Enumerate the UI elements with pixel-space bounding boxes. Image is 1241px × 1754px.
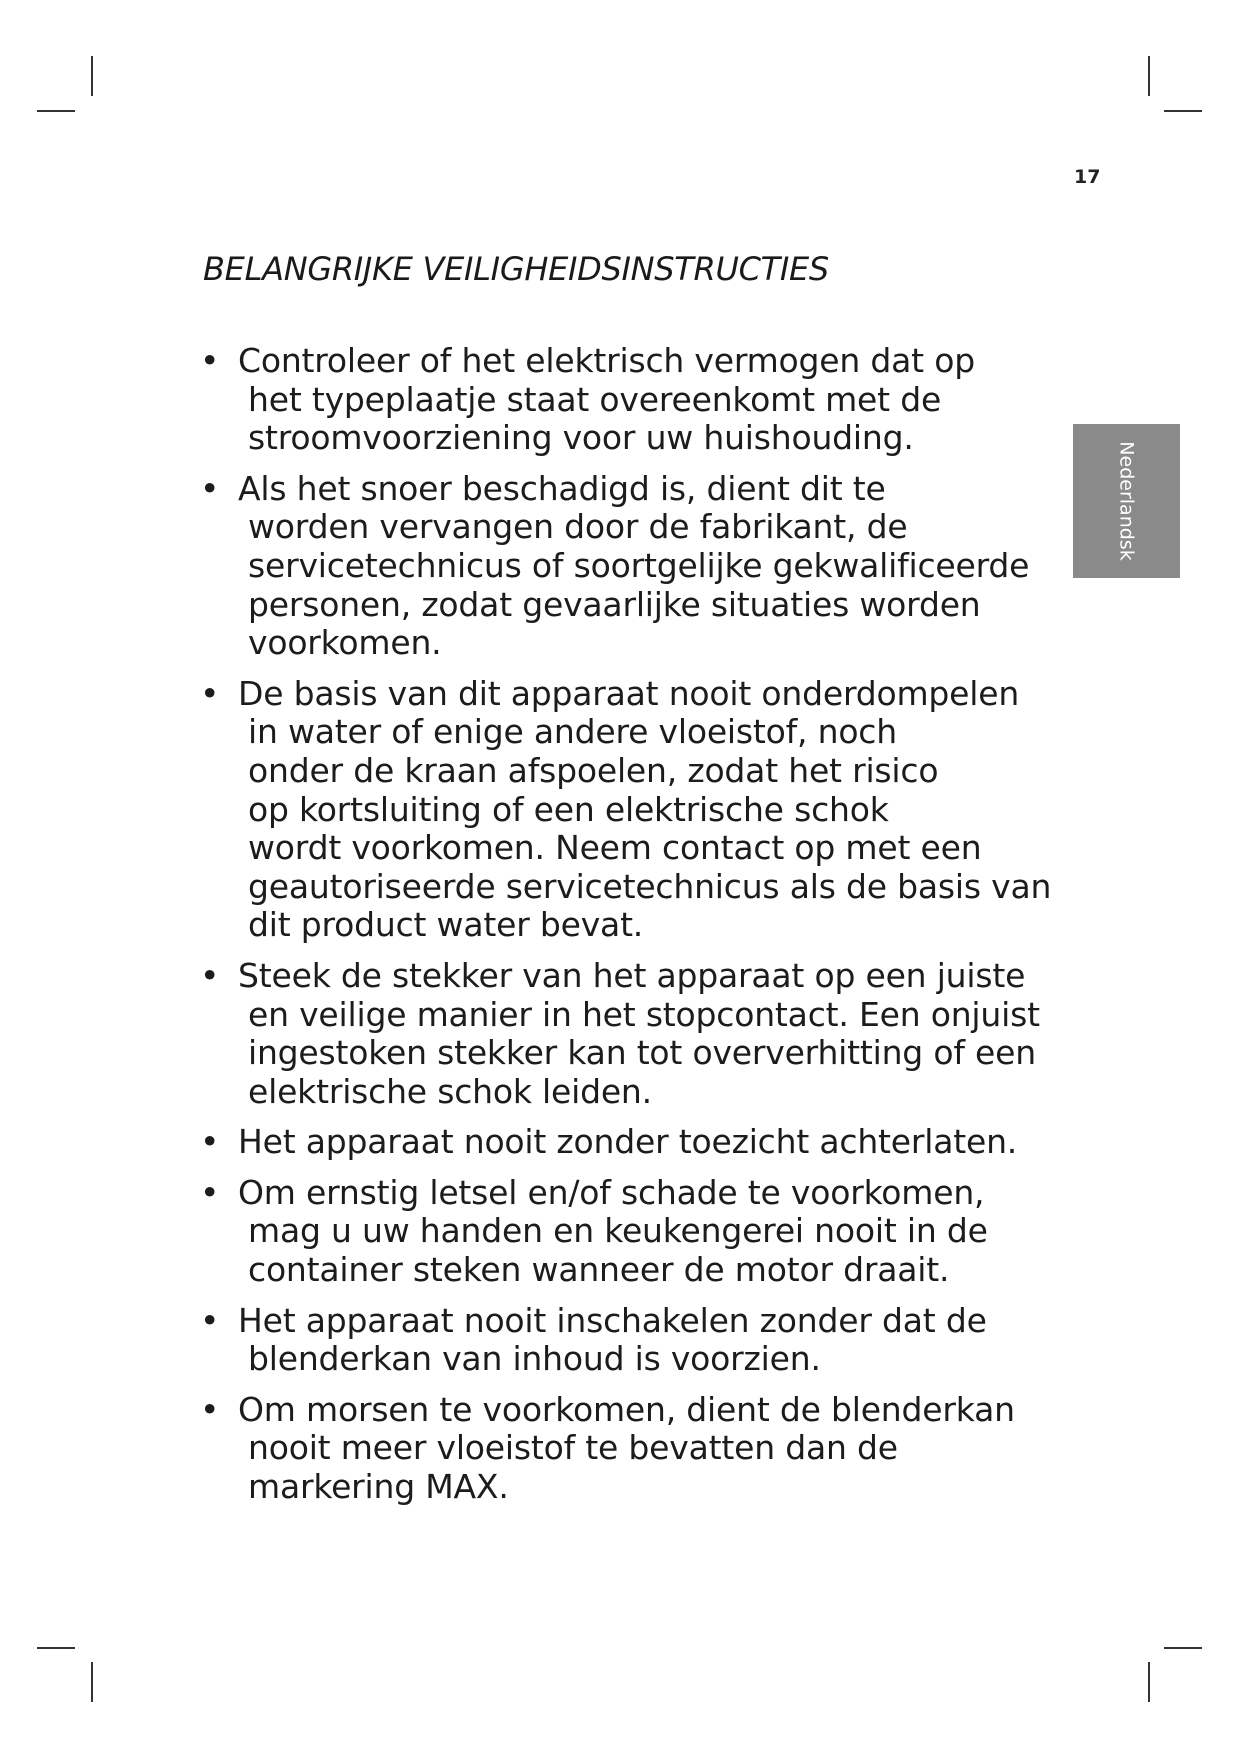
text-line: op kortsluiting of een elektrische schok	[248, 789, 889, 829]
text-line: stroomvoorziening voor uw huishouding.	[248, 418, 914, 458]
text-line: Het apparaat nooit inschakelen zonder dat de	[238, 1300, 987, 1340]
text-line: worden vervangen door de fabrikant, de	[248, 507, 908, 547]
text-line: De basis van dit apparaat nooit onderdompelen	[238, 673, 1020, 713]
crop-mark-bottom-right-h	[1164, 1647, 1202, 1649]
text-line: voorkomen.	[248, 623, 442, 663]
crop-mark-top-left-h	[37, 110, 75, 112]
text-line: Controleer of het elektrisch vermogen dat op	[238, 341, 975, 380]
list-item	[200, 342, 1060, 458]
text-line: markering MAX.	[248, 1467, 509, 1507]
list-item	[200, 470, 1060, 663]
text-line: ingestoken stekker kan tot oververhitting of een	[248, 1033, 1036, 1073]
text-line: Steek de stekker van het apparaat op een juiste	[238, 955, 1026, 995]
language-tab-label: Nederlandsk	[1115, 441, 1138, 561]
bullet-icon: •	[200, 1172, 220, 1212]
list-item-text	[238, 341, 1060, 458]
list-item-text	[238, 1172, 1060, 1290]
bullet-icon: •	[200, 1300, 220, 1340]
safety-instructions-list	[200, 342, 1060, 1519]
text-line: Om ernstig letsel en/of schade te voorkomen,	[238, 1172, 985, 1212]
text-line: container steken wanneer de motor draait.	[248, 1250, 950, 1290]
bullet-icon: •	[200, 1122, 220, 1162]
text-line: onder de kraan afspoelen, zodat het risico	[248, 750, 939, 790]
text-line: blenderkan van inhoud is voorzien.	[248, 1339, 821, 1379]
text-line: elektrische schok leiden.	[248, 1071, 652, 1111]
text-line: personen, zodat gevaarlijke situaties worden	[248, 584, 981, 624]
crop-mark-bottom-left-v	[91, 1662, 93, 1702]
text-line: mag u uw handen en keukengerei nooit in de	[248, 1211, 988, 1251]
list-item	[200, 1302, 1060, 1379]
text-line: dit product water bevat.	[248, 905, 644, 945]
text-line: wordt voorkomen. Neem contact op met een	[248, 828, 982, 868]
list-item-text	[238, 1389, 1060, 1507]
list-item	[200, 1174, 1060, 1290]
page-number: 17	[1074, 166, 1101, 188]
list-item	[200, 675, 1060, 945]
text-line: het typeplaatje staat overeenkomt met de	[248, 379, 942, 419]
list-item-text	[238, 468, 1060, 663]
list-item	[200, 1391, 1060, 1507]
list-item	[200, 957, 1060, 1111]
language-tab	[1073, 424, 1180, 578]
list-item-text	[238, 1300, 1060, 1379]
bullet-icon: •	[200, 1389, 220, 1429]
bullet-icon: •	[200, 468, 220, 508]
text-line: Om morsen te voorkomen, dient de blenderkan	[238, 1389, 1015, 1429]
text-line: nooit meer vloeistof te bevatten dan de	[248, 1428, 898, 1468]
text-line: geautoriseerde servicetechnicus als de basis van	[248, 866, 1052, 906]
text-line: en veilige manier in het stopcontact. Een onjuist	[248, 994, 1040, 1034]
list-item-text	[238, 955, 1060, 1111]
text-line: Het apparaat nooit zonder toezicht achterlaten.	[238, 1122, 1018, 1162]
crop-mark-top-right-v	[1148, 56, 1150, 96]
crop-mark-bottom-left-h	[37, 1647, 75, 1649]
bullet-icon: •	[200, 341, 220, 380]
list-item-text	[238, 1122, 1060, 1162]
list-item	[200, 1123, 1060, 1162]
text-line: Als het snoer beschadigd is, dient dit te	[238, 468, 886, 508]
list-item-text	[238, 673, 1060, 945]
crop-mark-top-right-h	[1164, 110, 1202, 112]
crop-mark-bottom-right-v	[1148, 1662, 1150, 1702]
bullet-icon: •	[200, 673, 220, 713]
text-line: in water of enige andere vloeistof, noch	[248, 712, 897, 752]
crop-mark-top-left-v	[91, 56, 93, 96]
bullet-icon: •	[200, 955, 220, 995]
text-line: servicetechnicus of soortgelijke gekwalificeerde	[248, 545, 1030, 585]
page-title: BELANGRIJKE VEILIGHEIDSINSTRUCTIES	[203, 250, 829, 288]
